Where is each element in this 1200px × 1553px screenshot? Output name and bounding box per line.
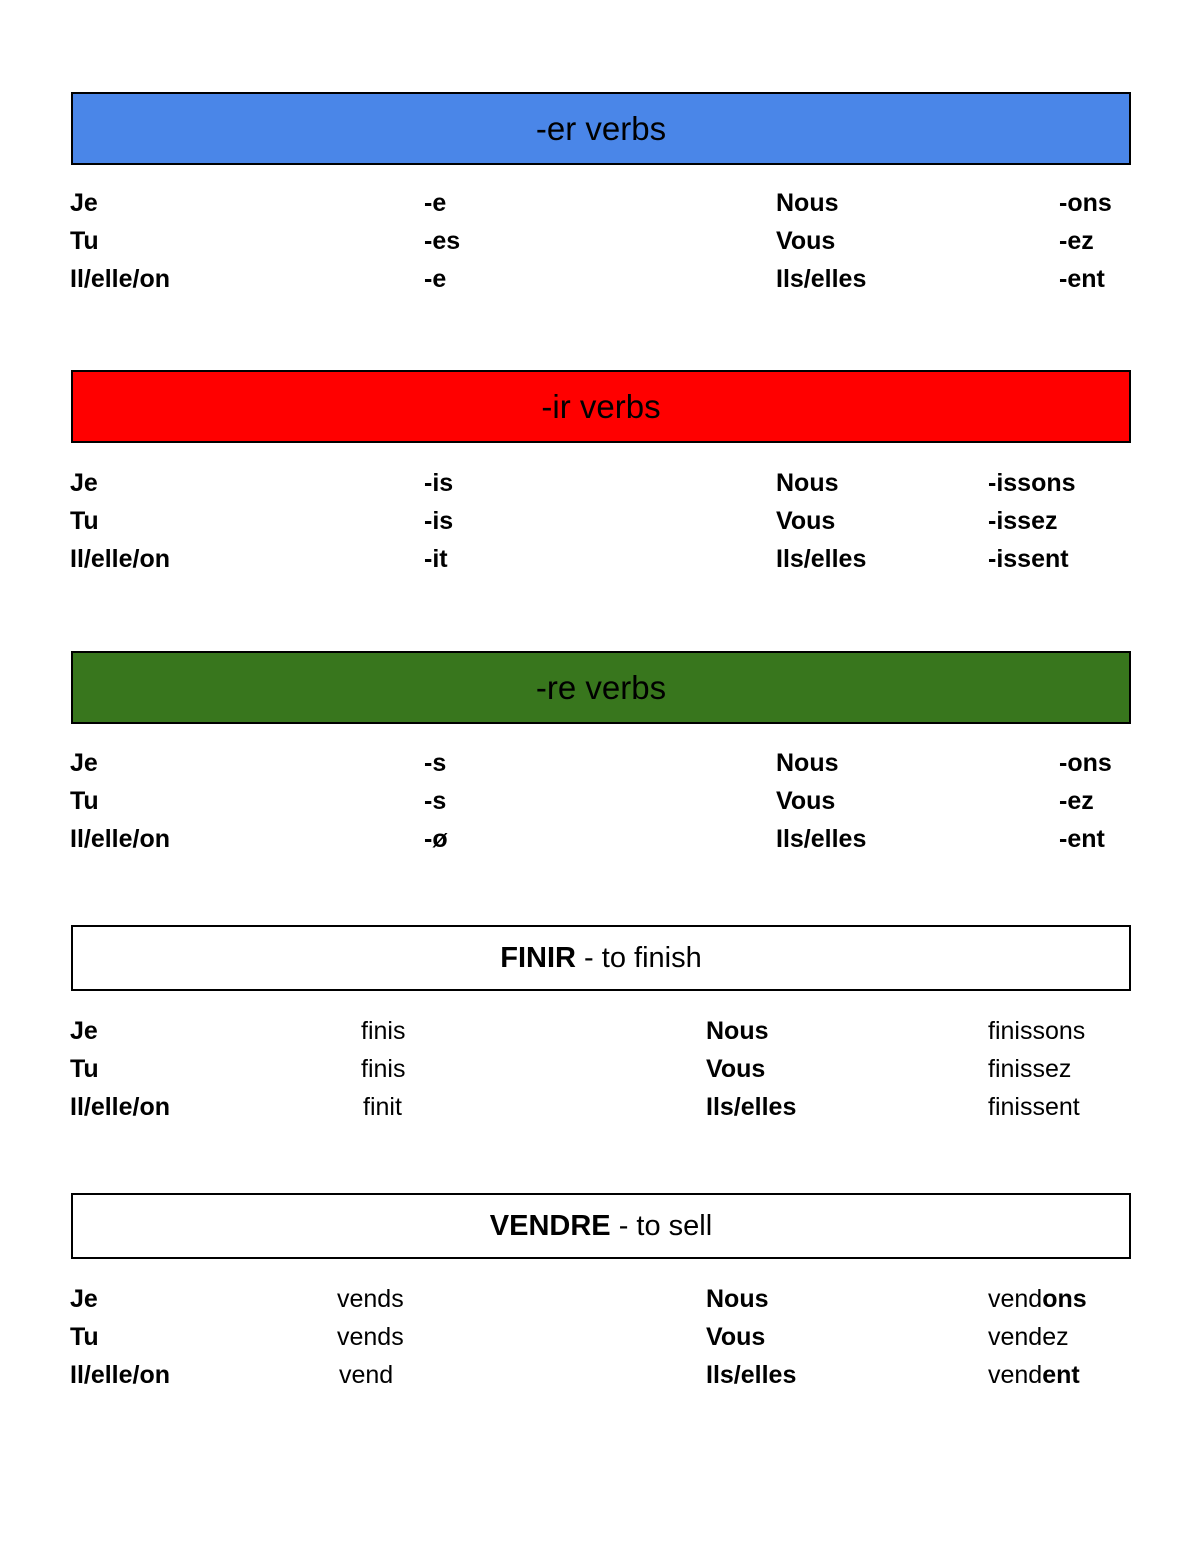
pronoun-vous: Vous: [776, 787, 836, 815]
table-row: [0, 184, 1200, 222]
ir-verbs-title: -ir verbs: [541, 387, 661, 425]
pronoun-ils-elles: Ils/elles: [776, 265, 867, 293]
ending: -e: [424, 265, 447, 293]
verb-stem: vend: [988, 1361, 1043, 1389]
er-verbs-title: -er verbs: [535, 109, 667, 147]
conjugated-form: [988, 1280, 1087, 1318]
pronoun-ils-elles: Ils/elles: [776, 545, 867, 573]
pronoun-ils-elles: Ils/elles: [706, 1093, 797, 1121]
ending: -s: [424, 749, 447, 777]
pronoun-tu: Tu: [70, 1055, 99, 1083]
conjugated-form: vend: [339, 1361, 394, 1389]
table-row: [0, 1318, 1200, 1356]
finir-title-meaning: - to finish: [576, 941, 702, 974]
table-row: [0, 782, 1200, 820]
pronoun-ils-elles: Ils/elles: [776, 825, 867, 853]
conjugated-form: finissons: [988, 1017, 1086, 1045]
conjugated-form: vends: [337, 1323, 404, 1351]
verb-stem: vendez: [988, 1323, 1069, 1351]
conjugated-form: finis: [361, 1055, 406, 1083]
er-verbs-endings: [0, 184, 1200, 298]
re-verbs-header: [71, 651, 1131, 724]
table-row: [0, 744, 1200, 782]
verb-stem: vend: [988, 1285, 1043, 1313]
verb-ending: ons: [1042, 1285, 1087, 1313]
verb-ending: ent: [1042, 1361, 1080, 1389]
pronoun-ils-elles: Ils/elles: [706, 1361, 797, 1389]
table-row: [0, 464, 1200, 502]
pronoun-je: Je: [70, 749, 98, 777]
re-verbs-endings: [0, 744, 1200, 858]
vendre-title-verb: VENDRE: [489, 1209, 611, 1242]
re-verbs-title: -re verbs: [535, 668, 667, 706]
conjugated-form: finit: [363, 1093, 402, 1121]
ending: -ent: [1059, 265, 1105, 293]
pronoun-je: Je: [70, 1017, 98, 1045]
pronoun-je: Je: [70, 189, 98, 217]
pronoun-il-elle-on: Il/elle/on: [70, 545, 171, 573]
ending: -issez: [988, 507, 1058, 535]
finir-header: [71, 925, 1131, 991]
table-row: [0, 260, 1200, 298]
ending: -issent: [988, 545, 1069, 573]
pronoun-nous: Nous: [776, 189, 839, 217]
pronoun-nous: Nous: [706, 1017, 769, 1045]
pronoun-tu: Tu: [70, 787, 99, 815]
ending: -ø: [424, 825, 448, 853]
finir-conjugation: [0, 1012, 1200, 1126]
pronoun-vous: Vous: [776, 227, 836, 255]
ending: -ons: [1059, 749, 1112, 777]
ending: -e: [424, 189, 447, 217]
table-row: [0, 222, 1200, 260]
pronoun-il-elle-on: Il/elle/on: [70, 825, 171, 853]
conjugated-form: [988, 1318, 1069, 1356]
table-row: [0, 1050, 1200, 1088]
table-row: [0, 1356, 1200, 1394]
table-row: [0, 1088, 1200, 1126]
table-row: [0, 820, 1200, 858]
pronoun-vous: Vous: [706, 1323, 766, 1351]
finir-title-verb: FINIR: [500, 941, 576, 974]
pronoun-il-elle-on: Il/elle/on: [70, 265, 171, 293]
pronoun-je: Je: [70, 1285, 98, 1313]
conjugated-form: finis: [361, 1017, 406, 1045]
table-row: [0, 1012, 1200, 1050]
pronoun-tu: Tu: [70, 1323, 99, 1351]
conjugated-form: [988, 1356, 1080, 1394]
ending: -issons: [988, 469, 1076, 497]
ir-verbs-header: [71, 370, 1131, 443]
vendre-header: [71, 1193, 1131, 1259]
vendre-conjugation: [0, 1280, 1200, 1394]
pronoun-il-elle-on: Il/elle/on: [70, 1093, 171, 1121]
pronoun-nous: Nous: [776, 469, 839, 497]
er-verbs-header: [71, 92, 1131, 165]
table-row: [0, 1280, 1200, 1318]
conjugated-form: vends: [337, 1285, 404, 1313]
pronoun-je: Je: [70, 469, 98, 497]
pronoun-vous: Vous: [706, 1055, 766, 1083]
conjugated-form: finissent: [988, 1093, 1080, 1121]
ending: -ez: [1059, 787, 1094, 815]
pronoun-nous: Nous: [706, 1285, 769, 1313]
vendre-title-meaning: - to sell: [610, 1209, 713, 1242]
ending: -ent: [1059, 825, 1105, 853]
table-row: [0, 502, 1200, 540]
ending: -s: [424, 787, 447, 815]
conjugated-form: finissez: [988, 1055, 1072, 1083]
table-row: [0, 540, 1200, 578]
pronoun-tu: Tu: [70, 227, 99, 255]
pronoun-vous: Vous: [776, 507, 836, 535]
ending: -es: [424, 227, 461, 255]
ending: -ez: [1059, 227, 1094, 255]
pronoun-tu: Tu: [70, 507, 99, 535]
ending: -it: [424, 545, 448, 573]
pronoun-nous: Nous: [776, 749, 839, 777]
ending: -is: [424, 507, 454, 535]
ending: -is: [424, 469, 454, 497]
ending: -ons: [1059, 189, 1112, 217]
ir-verbs-endings: [0, 464, 1200, 578]
pronoun-il-elle-on: Il/elle/on: [70, 1361, 171, 1389]
